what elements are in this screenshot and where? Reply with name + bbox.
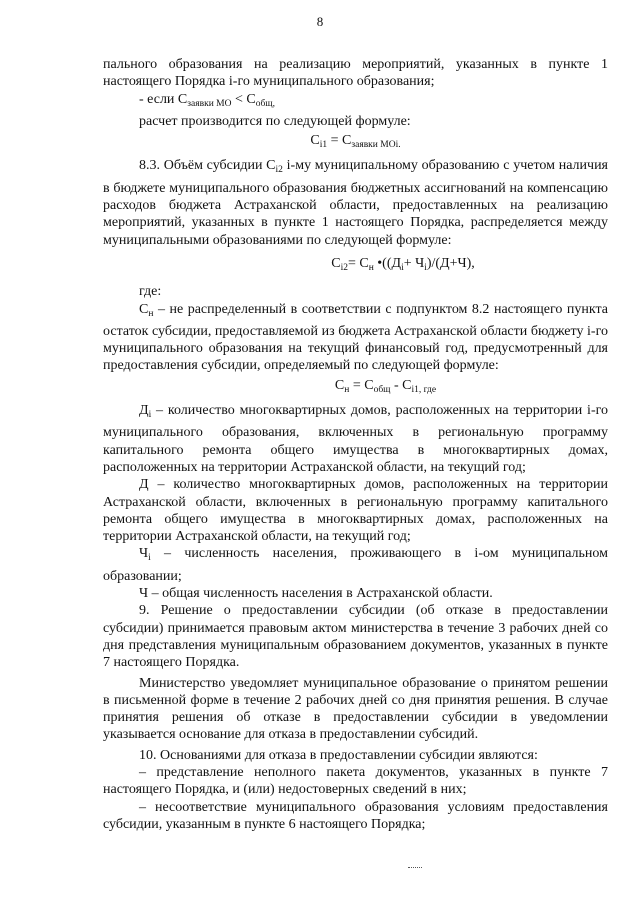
scan-mark [408,867,422,870]
paragraph-10-item-2: – несоответствие муниципального образования условиям предоставления субсидии, указанным в пункте 6 настоящего Порядка; [103,799,608,832]
paragraph-continuation: пального образования на реализацию мероприятий, указанных в пункте 1 настоящего Порядка i-го муниципального образования; [103,57,608,90]
calc-intro: расчет производится по следующей формуле: [139,113,411,129]
page-number: 8 [316,14,324,29]
document-body [103,56,608,833]
definition-ci: $Ч_i$ – численность населения, проживающего в i-ом муниципальном образовании; [103,546,608,584]
paragraph-10-item-1: – представление неполного пакета документов, указанных в пункте 7 настоящего Порядка, и (или) недостоверных сведений в них; [103,764,608,798]
where-label: где: [139,284,162,300]
paragraph-10: 10. Основаниями для отказа в предоставлении субсидии являются: [139,747,538,763]
paragraph-8-3: 8.3. Объём субсидии $С_{i2}$ i-му муниципальному образованию с учетом наличия в бюджете муниципального образования бюджетных ассигнований на компенсацию расходов бюджета Астраханской области, предоставленных на реализацию мероприятий, указанных в пункте 1 настоящего Порядка, распределяется между муниципальными образованиями по следующей формуле: [103,158,608,248]
definition-c: Ч – общая численность населения в Астраханской области. [139,586,493,602]
condition-line: - если $С_{заявки МО} < С_{общ,}$ [139,91,275,109]
paragraph-9-notice: Министерство уведомляет муниципальное образование о принятом решении в письменной форме в течение 2 рабочих дней со дня принятия решения. В случае принятия решения об отказе в предоставлении субсидии в уведомлении указывается основание для отказа в предоставлении субсидий. [103,675,608,743]
definition-d: Д – количество многоквартирных домов, расположенных на территории Астраханской области, включенных в региональную программу капитального ремонта общего имущества в многоквартирных домах, расположенных на территории Астраханской области, на текущий год; [103,477,608,545]
formula-ci1: $С_{i1} = С_{заявки МОi.}$ [310,133,401,151]
formula-ci2: $С_{i2}= С_н$ $•((Д_i+ Ч_i)/(Д+Ч)$, [331,255,475,273]
formula-cn: $С_н = С_{общ} - С_{i1, где}$ [334,377,437,395]
definition-cn: $С_н$ – не распределенный в соответствии с подпунктом 8.2 настоящего пункта остаток субсидии, предоставляемой из бюджета Астраханской области бюджету i-го муниципального образования на текущий финансовый год, предусмотренный для предоставления субсидии, определяемый по следующей формуле: [103,301,608,374]
paragraph-9: 9. Решение о предоставлении субсидии (об отказе в предоставлении субсидии) принимается правовым актом министерства в течение 3 рабочих дней со дня представления муниципальным образованием документов, указанных в пункте 7 настоящего Порядка. [103,603,608,671]
definition-di: $Д_i$ – количество многоквартирных домов, расположенных на территории i-го муниципального образования, включенных в региональную программу капитального ремонта общего имущества в многоквартирных домах, расположенных на территории Астраханской области, на текущий год; [103,403,608,475]
